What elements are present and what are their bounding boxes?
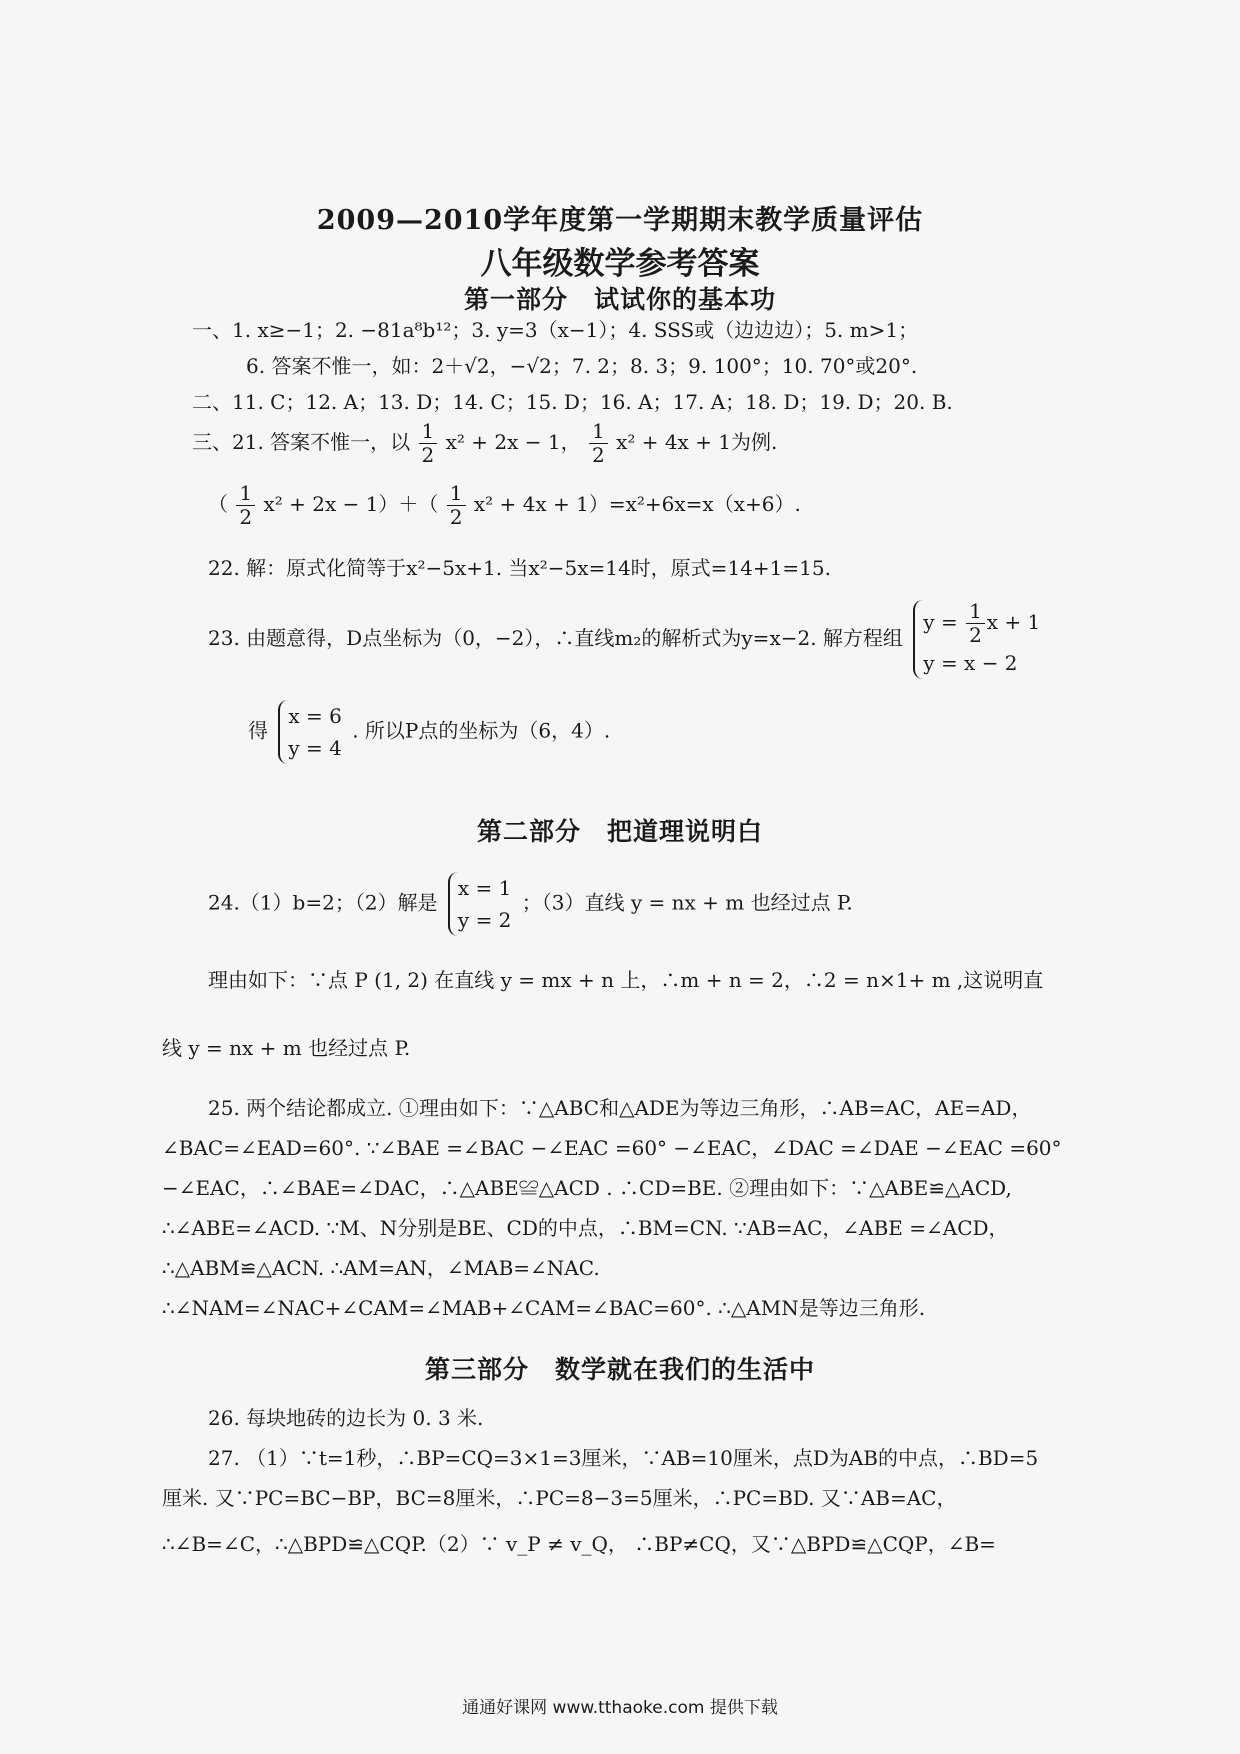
answer-q25-line3: −∠EAC，∴∠BAE=∠DAC，∴△ABE≌△ACD . ∴CD=BE. ②理由如下：∵△ABE≌△ACD, — [162, 1176, 1012, 1200]
answer-q27-line1: 27. （1）∵t=1秒，∴BP=CQ=3×1=3厘米，∵AB=10厘米，点D为AB的中点，∴BD=5 — [208, 1446, 1039, 1470]
footer-source: 通通好课网 www.tthaoke.com 提供下载 — [462, 1698, 778, 1718]
answer-q22: 22. 解：原式化简等于x²−5x+1. 当x²−5x=14时，原式=14+1=15. — [208, 556, 831, 580]
part1-heading: 第一部分 试试你的基本功 — [463, 285, 776, 314]
doc-title-line1: 2009—2010学年度第一学期期末教学质量评估 — [316, 205, 924, 236]
fraction-half: $\frac{1}{2}$ — [966, 600, 985, 647]
fraction-half: $\frac{1}{2}$ — [447, 482, 466, 529]
answer-q23 — [208, 600, 1044, 679]
q21b-poly1: x² + 2x − 1）＋（ — [263, 492, 439, 516]
answer-q23-solution — [248, 700, 610, 764]
q21b-open: （ — [208, 492, 228, 516]
answer-q21-sum — [208, 482, 801, 529]
answer-q1-5: 一、1. x≥−1；2. −81a⁸b¹²；3. y=3（x−1）；4. SSS或（边边边）；5. m>1； — [192, 318, 919, 342]
answer-q21 — [192, 420, 777, 467]
part2-heading: 第二部分 把道理说明白 — [476, 817, 763, 846]
answer-q26: 26. 每块地砖的边长为 0. 3 米. — [208, 1406, 484, 1430]
q23-get: 得 — [248, 718, 268, 743]
equation-system: y = $\frac{1}{2}$ x + 1 y = x − 2 — [913, 600, 1040, 679]
q21-prefix: 三、21. 答案不惟一，以 — [192, 430, 411, 454]
q21-poly1: x² + 2x − 1， — [445, 430, 581, 454]
q24-prefix: 24.（1）b=2；（2）解是 — [208, 890, 438, 915]
answer-q11-20: 二、11. C；12. A；13. D；14. C；15. D；16. A；17. A；18. D；19. D；20. B. — [192, 390, 953, 414]
answer-q25-line5: ∴△ABM≌△ACN. ∴AM=AN，∠MAB=∠NAC. — [162, 1256, 600, 1280]
answer-q25-line1: 25. 两个结论都成立. ①理由如下：∵△ABC和△ADE为等边三角形，∴AB=AC，AE=AD， — [208, 1096, 1032, 1120]
q21-poly2: x² + 4x + 1为例. — [616, 430, 778, 454]
answer-q25-line4: ∴∠ABE=∠ACD. ∵M、N分别是BE、CD的中点，∴BM=CN. ∵AB=AC，∠ABE =∠ACD， — [162, 1216, 1009, 1240]
q23-tail: . 所以P点的坐标为（6，4）. — [352, 718, 611, 743]
answer-q25-line6: ∴∠NAM=∠NAC+∠CAM=∠MAB+∠CAM=∠BAC=60°. ∴△AMN是等边三角形. — [162, 1296, 926, 1320]
q21b-poly2: x² + 4x + 1）=x²+6x=x（x+6）. — [473, 492, 801, 516]
answer-q25-line2: ∠BAC=∠EAD=60°. ∵∠BAE =∠BAC −∠EAC =60° −∠EAC，∠DAC =∠DAE −∠EAC =60° — [162, 1136, 1062, 1160]
q24-tail: ；（3）直线 y = nx + m 也经过点 P. — [521, 890, 853, 915]
fraction-half: $\frac{1}{2}$ — [419, 420, 438, 467]
solution-system: x = 1 y = 2 — [448, 872, 512, 936]
solution-system: x = 6 y = 4 — [278, 700, 342, 764]
answer-q24-reason: 理由如下：∵点 P (1, 2) 在直线 y = mx + n 上，∴m + n = 2，∴2 = n×1+ m ,这说明直 — [208, 968, 1044, 992]
fraction-half: $\frac{1}{2}$ — [236, 482, 255, 529]
fraction-half: $\frac{1}{2}$ — [589, 420, 608, 467]
doc-title-line2: 八年级数学参考答案 — [480, 246, 760, 282]
answer-q24 — [208, 872, 853, 936]
q23-text: 23. 由题意得，D点坐标为（0，−2），∴直线m₂的解析式为y=x−2. 解方程组 — [208, 626, 903, 650]
part3-heading: 第三部分 数学就在我们的生活中 — [424, 1355, 815, 1384]
answer-q27-line3: ∴∠B=∠C，∴△BPD≌△CQP.（2）∵ v_P ≠ v_Q， ∴BP≠CQ，又∵△BPD≌△CQP，∠B= — [162, 1532, 996, 1556]
answer-q27-line2: 厘米. 又∵PC=BC−BP，BC=8厘米，∴PC=8−3=5厘米，∴PC=BD. 又∵AB=AC， — [162, 1486, 957, 1510]
answer-q6-10: 6. 答案不惟一，如：2＋√2，−√2；7. 2；8. 3；9. 100°；10. 70°或20°. — [246, 354, 918, 378]
answer-q24-reason2: 线 y = nx + m 也经过点 P. — [162, 1036, 411, 1060]
